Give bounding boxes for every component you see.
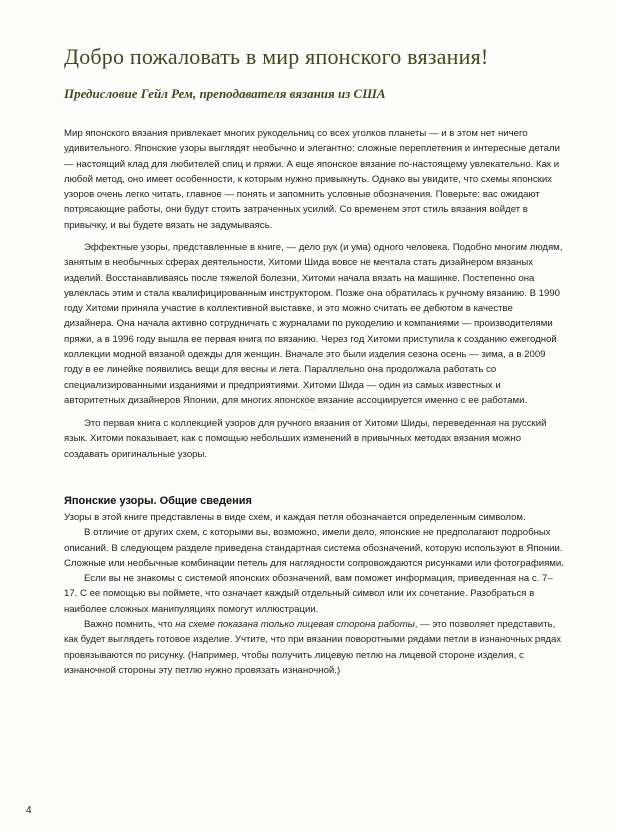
page-title: Добро пожаловать в мир японского вязания! xyxy=(64,44,489,69)
text-run: , — это позволяет представить, как будет выглядеть готовое изделие. Учтите, что при вязании поворотными рядами петли в изнаночных рядах провязываются по рисунку. (Например, чтобы получить лицевую петлю на лицевой стороне изделия, с изнаночной стороны эту петлю нужно провязать изнаночной.) xyxy=(64,619,562,676)
author-paragraph: Эффектные узоры, представленные в книге, — дело рук (и ума) одного человека. Подобно многим людям, занятым в необычных сферах деятельности, Хитоми Шида вовсе не мечтала стать дизайнером вязаных изделий. Восстанавливаясь после тяжелой болезни, Хитоми начала вязать на машинке. Постепенно она увлеклась этим и стала квалифицированным инструктором. Позже она обратилась к ручному вязанию. В 1990 году Хитоми приняла участие в коллективной выставке, и это можно считать ее дебютом в качестве дизайнера. Она начала активно сотрудничать с журналами по рукоделию и компаниями — производителями пряжи, а в 1996 году вышла ее первая книга по вязанию. Через год Хитоми приступила к созданию ежегодной коллекции модной вязаной одежды для женщин. Вначале это были изделия сезона осень — зима, а в 2009 году в ее линейке появились вещи для весны и лета. Параллельно она продолжала работать со специализированными изданиями и предприятиями. Хитоми Шида — один из самых известных и авторитетных дизайнеров Японии, для многих японское вязание ассоциируется именно с ее работами. xyxy=(64,242,563,406)
section-body xyxy=(64,510,564,678)
intro-block xyxy=(64,126,564,233)
watermark-icon xyxy=(294,386,320,412)
intro-paragraph: Мир японского вязания привлекает многих рукодельниц со всех уголков планеты — и в этом нет ничего удивительного. Японские узоры выглядят необычно и элегантно: сложные переплетения и интересные детали — настоящий клад для любителей спиц и пряжи. А еще японское вязание по-настоящему увлекательно. Как и любой метод, оно имеет особенности, к которым нужно привыкнуть. Однако вы увидите, что схемы японских узоров очень легко читать, главное — понять и запомнить условные обозначения. Поверьте: вас ожидают потрясающие работы, они будут стоить затраченных усилий. Со временем этот стиль вязания войдет в привычку, и вы будете вязать не задумываясь. xyxy=(64,128,560,231)
section-paragraph: Если вы не знакомы с системой японских обозначений, вам поможет информация, приведенная на с. 7–17. С ее помощью вы поймете, что означает каждый отдельный символ или их сочетание. Разобраться в наиболее сложных манипуляциях помогут иллюстрации. xyxy=(64,573,553,615)
author-block xyxy=(64,240,564,408)
emphasis-text: на схеме показана только лицевая сторона работы xyxy=(175,619,415,631)
section-heading: Японские узоры. Общие сведения xyxy=(64,495,252,507)
book-paragraph: Это первая книга с коллекцией узоров для ручного вязания от Хитоми Шиды, переведенная на русский язык. Хитоми показывает, как с помощью небольших изменений в привычных методах вязания можно создавать оригинальные узоры. xyxy=(64,418,547,460)
text-run: Важно помнить, что xyxy=(84,619,176,631)
section-paragraph-last xyxy=(64,617,564,678)
section-paragraph: Узоры в этой книге представлены в виде схем, и каждая петля обозначается определенным символом. xyxy=(64,512,526,523)
page-number: 4 xyxy=(26,805,32,816)
section-paragraph: В отличие от других схем, с которыми вы, возможно, имели дело, японские не предполагают подробных описаний. В следующем разделе приведена стандартная система обозначений, которую используют в Японии. Сложные или необычные комбинации петель для наглядности сопровождаются рисунками или фотографиями. xyxy=(64,527,564,569)
book-block xyxy=(64,416,564,462)
page-subtitle: Предисловие Гейл Рем, преподавателя вязания из США xyxy=(64,86,386,101)
